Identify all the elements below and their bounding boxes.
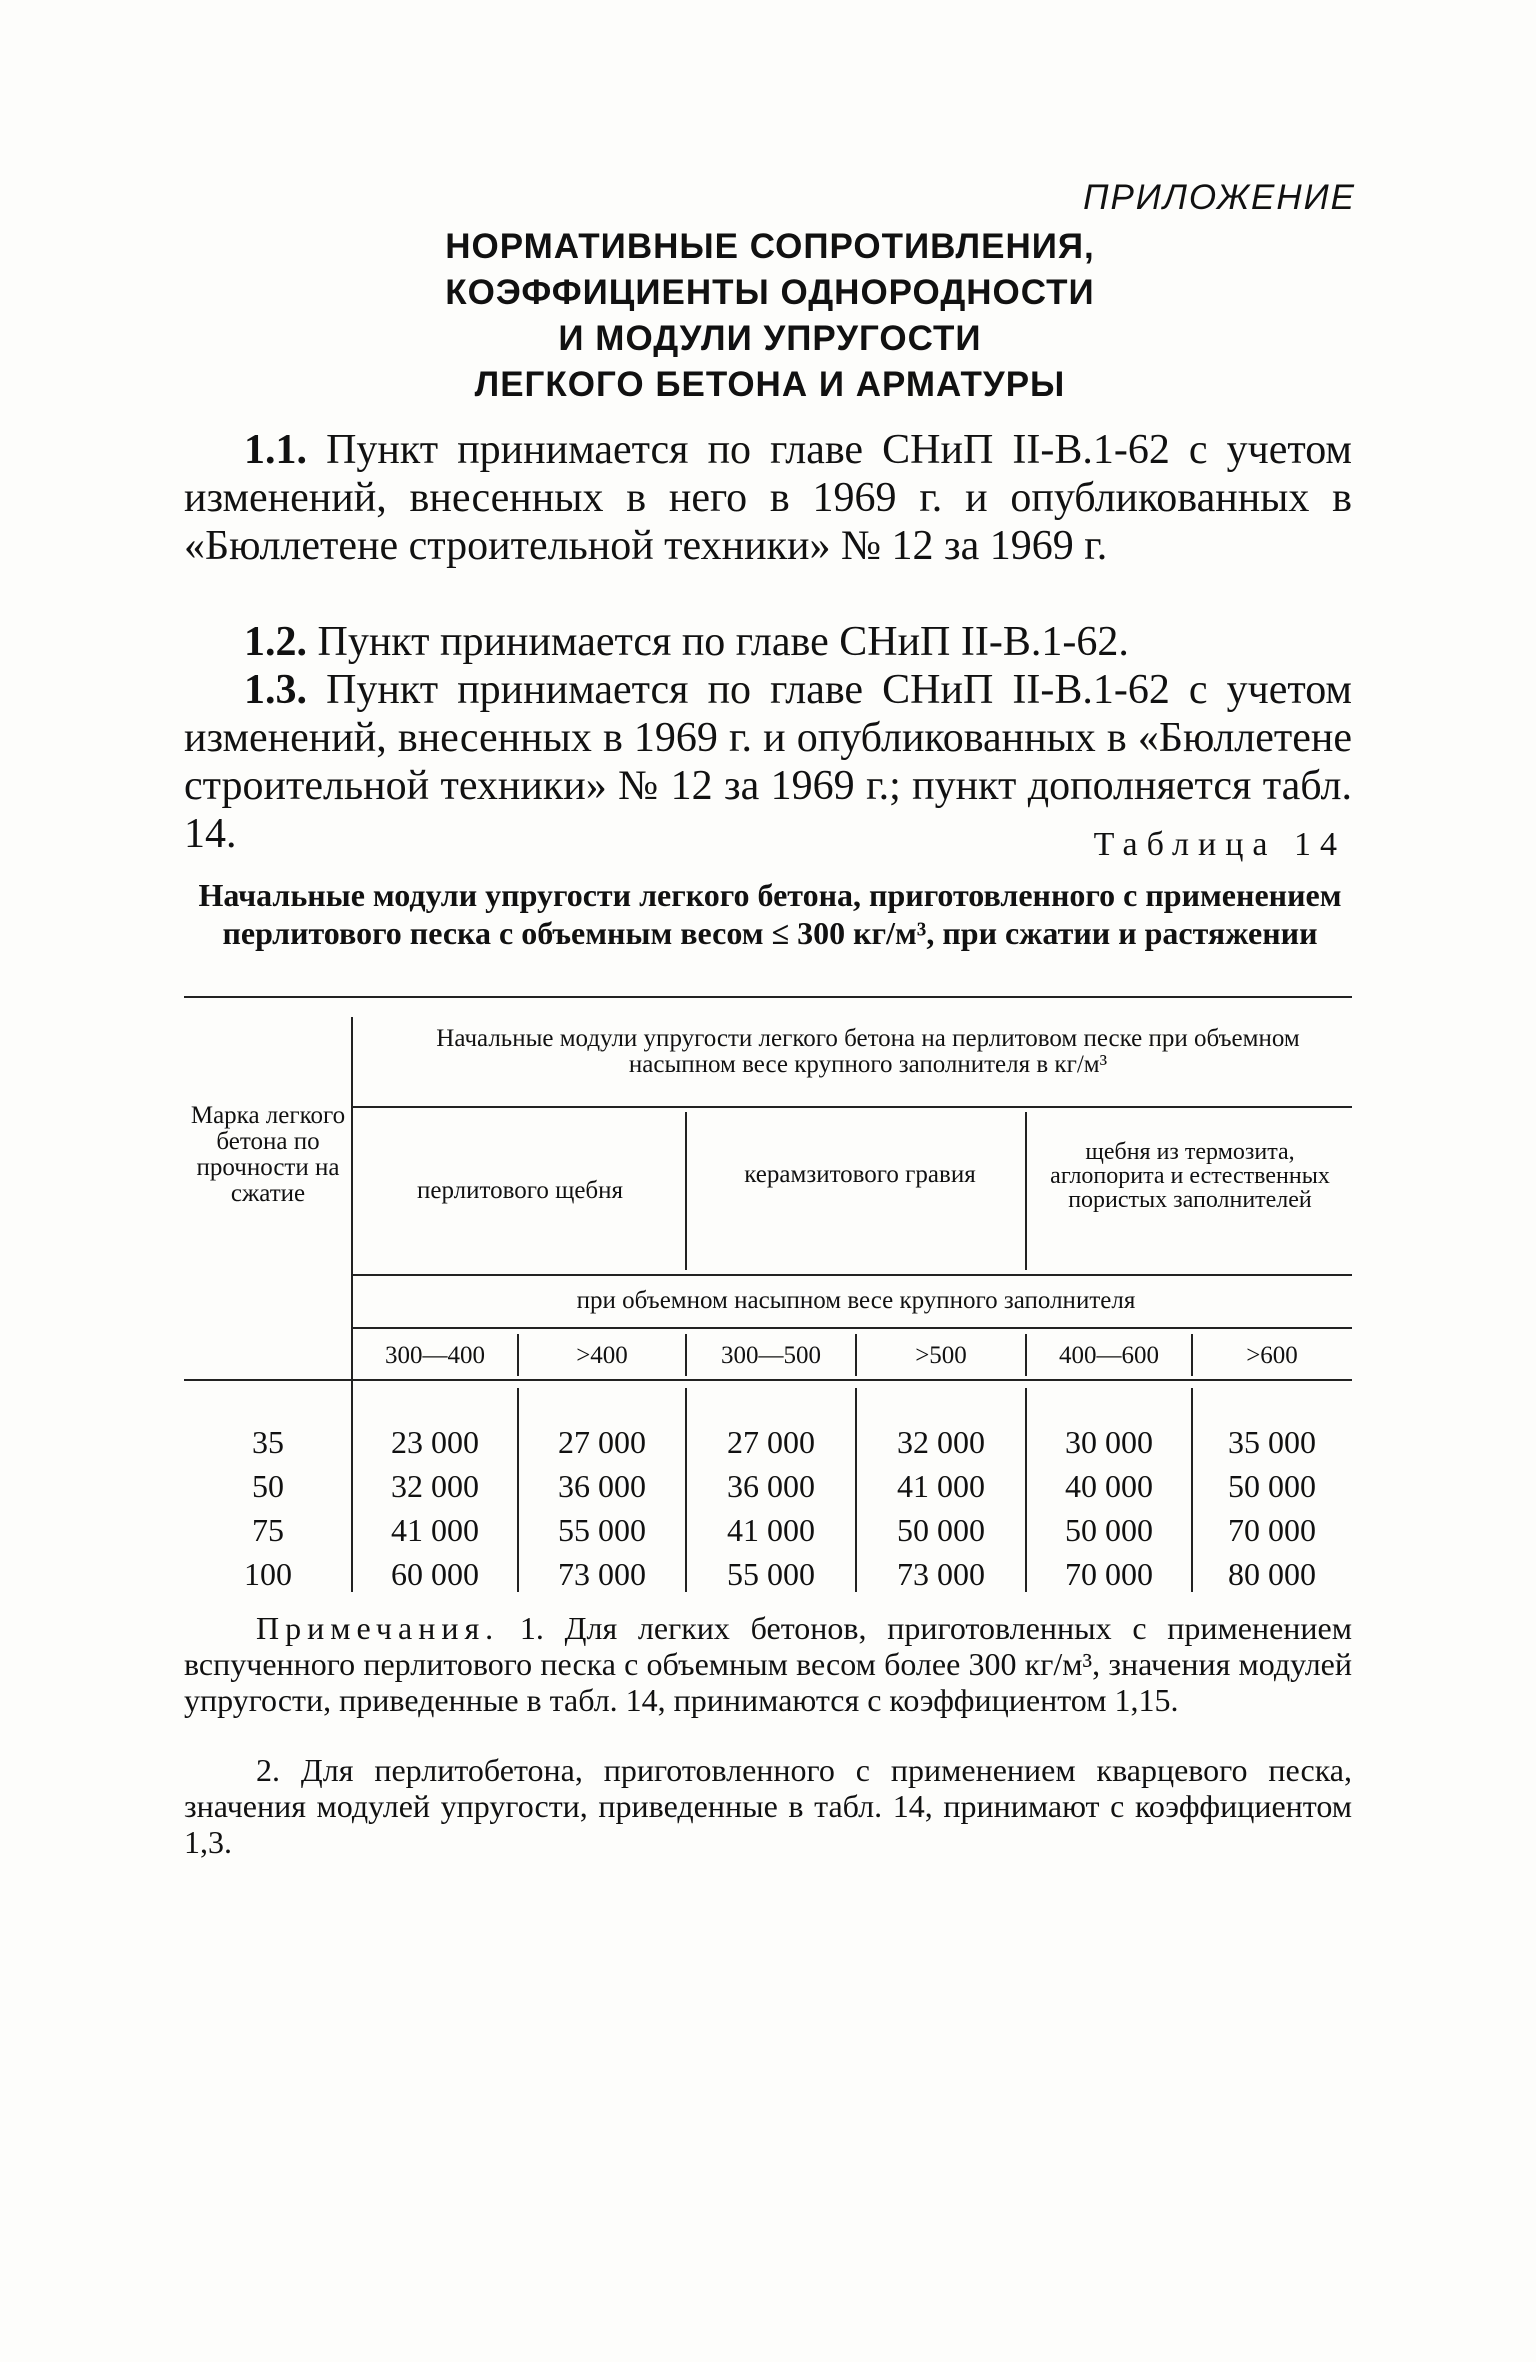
- table-title: Начальные модули упругости легкого бетона, приготовленного с применением перлитового песка с объемным весом ≤ 300 кг/м³, при сжатии и растяжении: [198, 877, 1342, 951]
- value-cell: 73 000: [558, 1556, 646, 1592]
- range-header-5: 400—600: [1059, 1342, 1159, 1369]
- value-cell: 23 000: [391, 1424, 479, 1460]
- value-cell: 70 000: [1228, 1512, 1316, 1548]
- grade-cell: 75: [252, 1512, 284, 1548]
- value-cell: 41 000: [727, 1512, 815, 1548]
- value-cell: 35 000: [1228, 1424, 1316, 1460]
- value-cell: 55 000: [558, 1512, 646, 1548]
- table-number: Таблица 14: [1093, 826, 1346, 863]
- value-cell: 40 000: [1065, 1468, 1153, 1504]
- value-cell: 27 000: [727, 1424, 815, 1460]
- title-line: И МОДУЛИ УПРУГОСТИ: [558, 319, 982, 358]
- value-cell: 36 000: [558, 1468, 646, 1504]
- paragraph-text: Пункт принимается по главе СНиП II-В.1-62.: [317, 619, 1129, 665]
- paragraph-1-2: [184, 618, 1352, 666]
- paragraph-number: 1.3.: [244, 667, 307, 713]
- grade-cell: 35: [252, 1424, 284, 1460]
- main-header: Начальные модули упругости легкого бетона на перлитовом песке при объемном насыпном весе крупного заполнителя в кг/м³: [436, 1025, 1300, 1078]
- range-header-3: 300—500: [721, 1342, 821, 1369]
- group-header-1: перлитового щебня: [416, 1177, 624, 1204]
- value-cell: 73 000: [897, 1556, 985, 1592]
- title-line: КОЭФФИЦИЕНТЫ ОДНОРОДНОСТИ: [445, 273, 1095, 312]
- paragraph-text: Пункт принимается по главе СНиП II-В.1-62 с учетом изменений, внесенных в него в 1969 г. и опубликованных в «Бюллетене строительной техники» № 12 за 1969 г.: [184, 427, 1352, 569]
- group-header-3: щебня из термозита, аглопорита и естественных пористых заполнителей: [1050, 1139, 1330, 1213]
- paragraph-1-1: [184, 426, 1352, 570]
- value-cell: 32 000: [391, 1468, 479, 1504]
- range-header-6: >600: [1246, 1342, 1298, 1369]
- value-cell: 50 000: [1065, 1512, 1153, 1548]
- value-cell: 27 000: [558, 1424, 646, 1460]
- grade-cell: 50: [252, 1468, 284, 1504]
- group-header-2: керамзитового гравия: [744, 1161, 976, 1188]
- value-cell: 41 000: [391, 1512, 479, 1548]
- value-cell: 41 000: [897, 1468, 985, 1504]
- paragraph-text: Пункт принимается по главе СНиП II-В.1-62 с учетом изменений, внесенных в 1969 г. и опубликованных в «Бюллетене строительной техники» № 12 за 1969 г.; пункт дополняется табл. 14.: [184, 667, 1352, 857]
- title-line: НОРМАТИВНЫЕ СОПРОТИВЛЕНИЯ,: [445, 227, 1095, 266]
- value-cell: 55 000: [727, 1556, 815, 1592]
- value-cell: 50 000: [1228, 1468, 1316, 1504]
- notes-label: Примечания.: [256, 1610, 500, 1646]
- value-cell: 80 000: [1228, 1556, 1316, 1592]
- paragraph-number: 1.1.: [244, 427, 307, 473]
- document-title: [190, 224, 1350, 408]
- value-cell: 50 000: [897, 1512, 985, 1548]
- value-cell: 60 000: [391, 1556, 479, 1592]
- range-header-1: 300—400: [385, 1342, 485, 1369]
- range-header-2: >400: [576, 1342, 628, 1369]
- value-cell: 32 000: [897, 1424, 985, 1460]
- title-line: ЛЕГКОГО БЕТОНА И АРМАТУРЫ: [474, 365, 1066, 404]
- subheader: при объемном насыпном весе крупного заполнителя: [576, 1287, 1136, 1314]
- note-1: [184, 1610, 1352, 1718]
- grade-cell: 100: [244, 1556, 292, 1592]
- appendix-label: ПРИЛОЖЕНИЕ: [1083, 178, 1356, 217]
- note-text: 1. Для легких бетонов, приготовленных с применением вспученного перлитового песка с объемным весом более 300 кг/м³, значения модулей упругости, приведенные в табл. 14, принимаются с коэффициентом 1,15.: [184, 1610, 1353, 1718]
- value-cell: 70 000: [1065, 1556, 1153, 1592]
- range-header-4: >500: [915, 1342, 967, 1369]
- value-cell: 30 000: [1065, 1424, 1153, 1460]
- value-cell: 36 000: [727, 1468, 815, 1504]
- paragraph-number: 1.2.: [244, 619, 307, 665]
- note-2: [184, 1752, 1352, 1860]
- note-text: 2. Для перлитобетона, приготовленного с применением кварцевого песка, значения модулей упругости, приведенные в табл. 14, принимают с коэффициентом 1,3.: [184, 1752, 1352, 1860]
- stub-header: Марка легкого бетона по прочности на сжатие: [190, 1102, 346, 1207]
